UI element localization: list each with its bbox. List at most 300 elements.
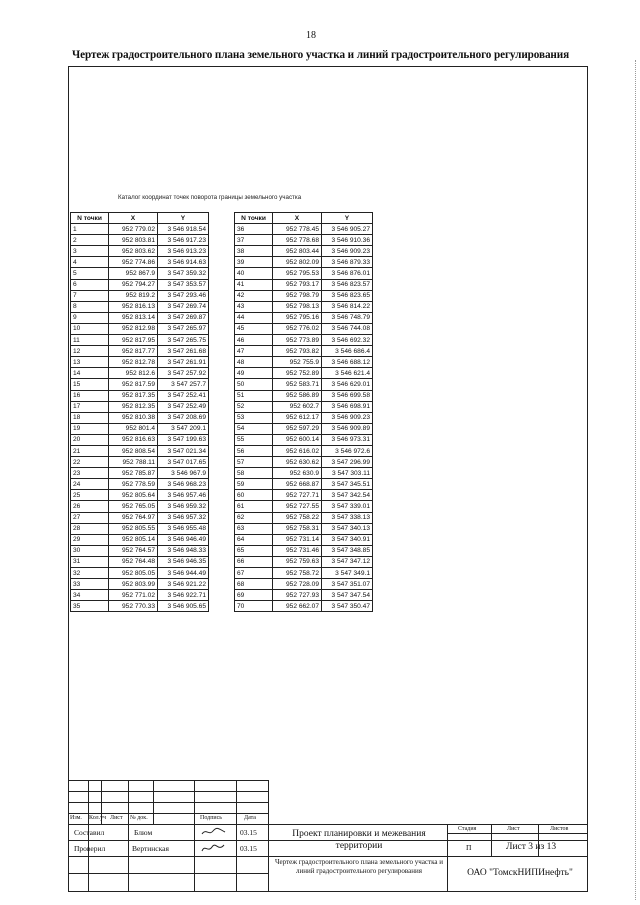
point-number-cell: 43 [235,301,273,312]
x-coordinate-cell: 952 812.78 [109,357,158,368]
y-coordinate-cell: 3 546 946.49 [158,534,209,545]
point-number-cell: 31 [71,556,109,567]
stamp-role-checked: Проверил [74,844,106,853]
point-number-cell: 55 [235,434,273,445]
y-coordinate-cell: 3 547 269.74 [158,301,209,312]
x-coordinate-cell: 952 764.57 [109,545,158,556]
y-coordinate-cell: 3 546 972.6 [322,445,373,456]
point-number-cell: 44 [235,312,273,323]
y-coordinate-cell: 3 547 348.85 [322,545,373,556]
x-coordinate-cell: 952 810.38 [109,412,158,423]
point-number-cell: 4 [71,257,109,268]
y-coordinate-cell: 3 546 814.22 [322,301,373,312]
header-point-number: N точки [71,213,109,224]
table-row [71,545,209,556]
x-coordinate-cell: 952 805.64 [109,490,158,501]
table-row [71,412,209,423]
x-coordinate-cell: 952 758.72 [273,568,322,579]
x-coordinate-cell: 952 801.4 [109,423,158,434]
y-coordinate-cell: 3 547 351.07 [322,579,373,590]
x-coordinate-cell: 952 752.89 [273,368,322,379]
y-coordinate-cell: 3 546 909.89 [322,423,373,434]
point-number-cell: 54 [235,423,273,434]
y-coordinate-cell: 3 546 688.12 [322,357,373,368]
y-coordinate-cell: 3 546 905.27 [322,224,373,235]
table-row [235,268,373,279]
x-coordinate-cell: 952 788.11 [109,457,158,468]
table-row [71,379,209,390]
table-row [71,401,209,412]
stamp-sheet-label: Лист [507,826,520,832]
table-row [235,246,373,257]
x-coordinate-cell: 952 808.54 [109,445,158,456]
table-row [235,568,373,579]
y-coordinate-cell: 3 547 359.32 [158,268,209,279]
y-coordinate-cell: 3 547 265.97 [158,323,209,334]
y-coordinate-cell: 3 546 922.71 [158,590,209,601]
y-coordinate-cell: 3 546 629.01 [322,379,373,390]
y-coordinate-cell: 3 547 345.51 [322,479,373,490]
point-number-cell: 60 [235,490,273,501]
table-row [71,568,209,579]
x-coordinate-cell: 952 727.71 [273,490,322,501]
point-number-cell: 8 [71,301,109,312]
point-number-cell: 70 [235,601,273,612]
x-coordinate-cell: 952 817.35 [109,390,158,401]
x-coordinate-cell: 952 816.63 [109,434,158,445]
point-number-cell: 63 [235,523,273,534]
table-body-right [235,224,373,612]
y-coordinate-cell: 3 547 347.54 [322,590,373,601]
x-coordinate-cell: 952 630.62 [273,457,322,468]
table-row [71,357,209,368]
y-coordinate-cell: 3 547 340.13 [322,523,373,534]
y-coordinate-cell: 3 546 698.91 [322,401,373,412]
table-row [235,490,373,501]
table-row [71,556,209,567]
point-number-cell: 13 [71,357,109,368]
table-row [235,379,373,390]
y-coordinate-cell: 3 546 823.65 [322,290,373,301]
table-row [71,579,209,590]
x-coordinate-cell: 952 758.22 [273,512,322,523]
y-coordinate-cell: 3 546 913.23 [158,246,209,257]
table-row [71,490,209,501]
table-row [71,390,209,401]
y-coordinate-cell: 3 546 621.4 [322,368,373,379]
x-coordinate-cell: 952 731.46 [273,545,322,556]
table-row [71,423,209,434]
table-row [235,257,373,268]
stamp-header-doc: № док. [130,815,148,821]
table-row [235,423,373,434]
y-coordinate-cell: 3 547 338.13 [322,512,373,523]
point-number-cell: 50 [235,379,273,390]
signature-compiled [200,827,228,839]
y-coordinate-cell: 3 547 199.63 [158,434,209,445]
y-coordinate-cell: 3 546 879.33 [322,257,373,268]
x-coordinate-cell: 952 795.16 [273,312,322,323]
point-number-cell: 36 [235,224,273,235]
y-coordinate-cell: 3 547 353.57 [158,279,209,290]
x-coordinate-cell: 952 771.02 [109,590,158,601]
x-coordinate-cell: 952 803.99 [109,579,158,590]
point-number-cell: 25 [71,490,109,501]
x-coordinate-cell: 952 817.77 [109,346,158,357]
y-coordinate-cell: 3 547 252.41 [158,390,209,401]
x-coordinate-cell: 952 798.79 [273,290,322,301]
point-number-cell: 18 [71,412,109,423]
x-coordinate-cell: 952 586.89 [273,390,322,401]
table-row [235,479,373,490]
point-number-cell: 51 [235,390,273,401]
point-number-cell: 37 [235,235,273,246]
point-number-cell: 29 [71,534,109,545]
table-row [71,290,209,301]
x-coordinate-cell: 952 798.13 [273,301,322,312]
y-coordinate-cell: 3 547 349.1 [322,568,373,579]
table-row [235,412,373,423]
y-coordinate-cell: 3 546 917.23 [158,235,209,246]
y-coordinate-cell: 3 546 909.23 [322,246,373,257]
y-coordinate-cell: 3 546 959.32 [158,501,209,512]
x-coordinate-cell: 952 728.09 [273,579,322,590]
table-header-row [71,213,209,224]
table-row [71,335,209,346]
point-number-cell: 7 [71,290,109,301]
table-row [235,279,373,290]
table-row [71,457,209,468]
x-coordinate-cell: 952 776.02 [273,323,322,334]
stamp-header-list: Лист [110,815,123,821]
y-coordinate-cell: 3 547 342.54 [322,490,373,501]
table-row [235,590,373,601]
table-row [235,312,373,323]
point-number-cell: 19 [71,423,109,434]
point-number-cell: 1 [71,224,109,235]
y-coordinate-cell: 3 547 350.47 [322,601,373,612]
x-coordinate-cell: 952 803.44 [273,246,322,257]
table-row [235,235,373,246]
header-x: X [109,213,158,224]
y-coordinate-cell: 3 547 261.68 [158,346,209,357]
x-coordinate-cell: 952 662.07 [273,601,322,612]
x-coordinate-cell: 952 583.71 [273,379,322,390]
y-coordinate-cell: 3 546 744.08 [322,323,373,334]
table-row [235,301,373,312]
point-number-cell: 49 [235,368,273,379]
table-row [235,390,373,401]
x-coordinate-cell: 952 727.55 [273,501,322,512]
point-number-cell: 59 [235,479,273,490]
table-row [235,512,373,523]
table-row [235,368,373,379]
y-coordinate-cell: 3 546 957.32 [158,512,209,523]
x-coordinate-cell: 952 778.45 [273,224,322,235]
table-body-left [71,224,209,612]
x-coordinate-cell: 952 755.9 [273,357,322,368]
point-number-cell: 61 [235,501,273,512]
y-coordinate-cell: 3 546 918.54 [158,224,209,235]
x-coordinate-cell: 952 817.59 [109,379,158,390]
point-number-cell: 6 [71,279,109,290]
table-row [71,468,209,479]
point-number-cell: 33 [71,579,109,590]
table-row [235,346,373,357]
table-row [235,457,373,468]
x-coordinate-cell: 952 770.33 [109,601,158,612]
x-coordinate-cell: 952 794.27 [109,279,158,290]
point-number-cell: 62 [235,512,273,523]
x-coordinate-cell: 952 867.9 [109,268,158,279]
y-coordinate-cell: 3 546 957.46 [158,490,209,501]
y-coordinate-cell: 3 546 823.57 [322,279,373,290]
y-coordinate-cell: 3 547 017.65 [158,457,209,468]
table-row [235,335,373,346]
x-coordinate-cell: 952 612.17 [273,412,322,423]
x-coordinate-cell: 952 758.31 [273,523,322,534]
y-coordinate-cell: 3 546 748.79 [322,312,373,323]
y-coordinate-cell: 3 547 340.91 [322,534,373,545]
x-coordinate-cell: 952 812.98 [109,323,158,334]
point-number-cell: 52 [235,401,273,412]
x-coordinate-cell: 952 759.63 [273,556,322,567]
table-row [235,357,373,368]
x-coordinate-cell: 952 805.55 [109,523,158,534]
point-number-cell: 3 [71,246,109,257]
y-coordinate-cell: 3 547 269.87 [158,312,209,323]
x-coordinate-cell: 952 765.05 [109,501,158,512]
table-row [71,323,209,334]
x-coordinate-cell: 952 764.48 [109,556,158,567]
signature-checked [200,842,228,856]
point-number-cell: 22 [71,457,109,468]
point-number-cell: 12 [71,346,109,357]
table-row [235,556,373,567]
stamp-sheet-title: Чертеж градостроительного плана земельного участка и линий градостроительного регулирования [275,858,443,875]
y-coordinate-cell: 3 547 208.69 [158,412,209,423]
x-coordinate-cell: 952 773.89 [273,335,322,346]
stamp-name-checked: Вертинская [132,844,169,853]
point-number-cell: 40 [235,268,273,279]
y-coordinate-cell: 3 546 946.35 [158,556,209,567]
table-row [71,235,209,246]
y-coordinate-cell: 3 547 252.49 [158,401,209,412]
y-coordinate-cell: 3 546 914.63 [158,257,209,268]
header-x: X [273,213,322,224]
stamp-project-title: Проект планировки и межевания территории [292,829,426,851]
stamp-date-checked: 03.15 [240,844,257,853]
y-coordinate-cell: 3 546 876.01 [322,268,373,279]
y-coordinate-cell: 3 547 257.92 [158,368,209,379]
y-coordinate-cell: 3 546 955.48 [158,523,209,534]
table-row [71,501,209,512]
point-number-cell: 32 [71,568,109,579]
x-coordinate-cell: 952 803.81 [109,235,158,246]
stamp-header-date: Дата [244,815,256,821]
x-coordinate-cell: 952 727.93 [273,590,322,601]
x-coordinate-cell: 952 668.87 [273,479,322,490]
stamp-header-sign: Подпись [200,815,223,821]
x-coordinate-cell: 952 803.62 [109,246,158,257]
point-number-cell: 65 [235,545,273,556]
y-coordinate-cell: 3 546 692.32 [322,335,373,346]
point-number-cell: 5 [71,268,109,279]
x-coordinate-cell: 952 819.2 [109,290,158,301]
y-coordinate-cell: 3 546 686.4 [322,346,373,357]
table-row [235,501,373,512]
stamp-sheet-value: Лист 3 из 13 [506,842,557,852]
catalog-caption: Каталог координат точек поворота границы земельного участка [118,194,302,201]
x-coordinate-cell: 952 805.05 [109,568,158,579]
y-coordinate-cell: 3 547 339.01 [322,501,373,512]
point-number-cell: 57 [235,457,273,468]
point-number-cell: 41 [235,279,273,290]
x-coordinate-cell: 952 779.02 [109,224,158,235]
table-row [235,323,373,334]
point-number-cell: 64 [235,534,273,545]
stamp-date-compiled: 03.15 [240,828,257,837]
page-number: 18 [306,30,316,41]
table-row [235,224,373,235]
x-coordinate-cell: 952 812.35 [109,401,158,412]
table-row [235,401,373,412]
x-coordinate-cell: 952 778.59 [109,479,158,490]
table-row [71,224,209,235]
table-row [71,301,209,312]
header-point-number: N точки [235,213,273,224]
point-number-cell: 46 [235,335,273,346]
x-coordinate-cell: 952 764.97 [109,512,158,523]
table-row [235,523,373,534]
table-row [71,346,209,357]
x-coordinate-cell: 952 630.9 [273,468,322,479]
stamp-header-izm: Изм. [70,815,82,821]
y-coordinate-cell: 3 546 910.36 [322,235,373,246]
table-row [235,290,373,301]
table-row [235,534,373,545]
table-row [235,434,373,445]
y-coordinate-cell: 3 547 296.99 [322,457,373,468]
y-coordinate-cell: 3 546 967.9 [158,468,209,479]
point-number-cell: 20 [71,434,109,445]
x-coordinate-cell: 952 731.14 [273,534,322,545]
table-row [71,512,209,523]
point-number-cell: 48 [235,357,273,368]
header-y: Y [322,213,373,224]
table-row [235,545,373,556]
x-coordinate-cell: 952 805.14 [109,534,158,545]
point-number-cell: 27 [71,512,109,523]
y-coordinate-cell: 3 547 021.34 [158,445,209,456]
page-heading: Чертеж градостроительного плана земельного участка и линий градостроительного регулирования [72,49,570,61]
point-number-cell: 28 [71,523,109,534]
table-row [71,434,209,445]
stamp-header-kol: Кол.уч [89,815,107,821]
y-coordinate-cell: 3 546 909.23 [322,412,373,423]
x-coordinate-cell: 952 616.02 [273,445,322,456]
stamp-stage-label: Стадия [458,826,477,832]
right-margin-marks [632,60,636,900]
x-coordinate-cell: 952 600.14 [273,434,322,445]
point-number-cell: 35 [71,601,109,612]
x-coordinate-cell: 952 817.95 [109,335,158,346]
table-row [235,445,373,456]
table-row [235,468,373,479]
point-number-cell: 45 [235,323,273,334]
stamp-organization: ОАО "ТомскНИПИнефть" [467,868,573,878]
point-number-cell: 67 [235,568,273,579]
stamp-stage-value: П [466,843,472,852]
table-row [71,279,209,290]
point-number-cell: 34 [71,590,109,601]
stamp-sheets-label: Листов [550,826,569,832]
y-coordinate-cell: 3 547 209.1 [158,423,209,434]
y-coordinate-cell: 3 546 699.58 [322,390,373,401]
point-number-cell: 16 [71,390,109,401]
point-number-cell: 23 [71,468,109,479]
point-number-cell: 15 [71,379,109,390]
x-coordinate-cell: 952 785.87 [109,468,158,479]
x-coordinate-cell: 952 812.6 [109,368,158,379]
point-number-cell: 14 [71,368,109,379]
x-coordinate-cell: 952 778.68 [273,235,322,246]
y-coordinate-cell: 3 547 293.46 [158,290,209,301]
coordinates-table-left [70,212,209,612]
point-number-cell: 30 [71,545,109,556]
x-coordinate-cell: 952 793.82 [273,346,322,357]
stamp-role-compiled: Составил [74,828,105,837]
y-coordinate-cell: 3 546 968.23 [158,479,209,490]
y-coordinate-cell: 3 547 347.12 [322,556,373,567]
table-row [71,590,209,601]
point-number-cell: 11 [71,335,109,346]
table-row [71,257,209,268]
point-number-cell: 26 [71,501,109,512]
title-block [68,780,588,892]
x-coordinate-cell: 952 802.09 [273,257,322,268]
table-row [235,601,373,612]
point-number-cell: 42 [235,290,273,301]
header-y: Y [158,213,209,224]
y-coordinate-cell: 3 547 257.7 [158,379,209,390]
y-coordinate-cell: 3 546 944.49 [158,568,209,579]
y-coordinate-cell: 3 547 261.91 [158,357,209,368]
table-row [71,479,209,490]
point-number-cell: 53 [235,412,273,423]
point-number-cell: 56 [235,445,273,456]
coordinates-table-right [234,212,373,612]
x-coordinate-cell: 952 774.86 [109,257,158,268]
y-coordinate-cell: 3 547 303.11 [322,468,373,479]
table-header-row [235,213,373,224]
point-number-cell: 47 [235,346,273,357]
y-coordinate-cell: 3 546 905.65 [158,601,209,612]
x-coordinate-cell: 952 816.13 [109,301,158,312]
x-coordinate-cell: 952 795.53 [273,268,322,279]
stamp-name-compiled: Блюм [134,828,153,837]
point-number-cell: 69 [235,590,273,601]
point-number-cell: 66 [235,556,273,567]
point-number-cell: 39 [235,257,273,268]
point-number-cell: 68 [235,579,273,590]
table-row [71,534,209,545]
table-row [71,368,209,379]
table-row [71,268,209,279]
x-coordinate-cell: 952 793.17 [273,279,322,290]
point-number-cell: 38 [235,246,273,257]
point-number-cell: 2 [71,235,109,246]
